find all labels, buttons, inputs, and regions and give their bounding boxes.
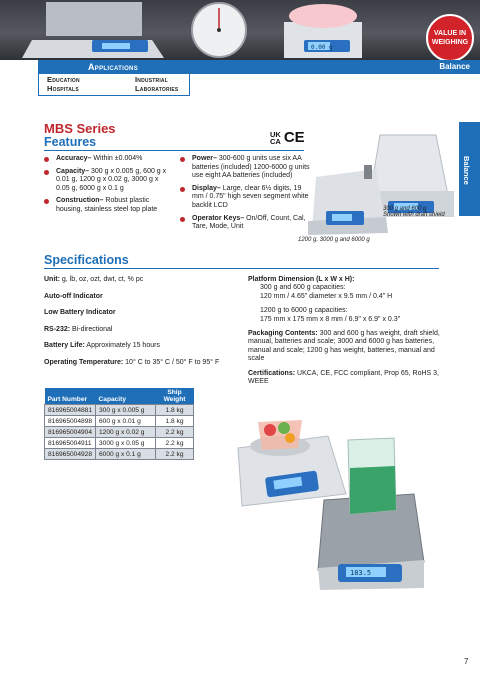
spec-operating-temp: Operating Temperature: 10° C to 35° C / 50° F to 95° F [44,358,220,366]
application-industrial: Industrial [135,75,168,84]
feature-accuracy: Accuracy– Within ±0.004% [44,155,172,164]
ukca-mark-icon [270,131,281,145]
table-row: 816965004911 3000 g x 0.05 g 2.2 kg [45,438,194,449]
specifications-rule [44,268,439,269]
spec-platform-large: 1200 g to 6000 g capacities: 175 mm x 175 mm x 8 mm / 6.9" x 6.9" x 0.3" [260,307,401,323]
caption-draft-shield: 300 g and 600 g Shown with draft shield [383,206,445,218]
badge-line-2: WEIGHING [431,39,469,46]
ce-mark-icon: CE [283,129,305,146]
spec-low-battery: Low Battery Indicator [44,309,116,316]
features-heading: Features [44,135,97,149]
value-badge [426,14,474,60]
ca-mark: CA [270,137,281,147]
specs-left-column [44,276,219,375]
features-right-list [180,155,310,236]
spec-platform: Platform Dimension (L x W x H): 300 g and 600 g capacities: 120 mm / 4.65" diameter x 9.5 mm / 0.4" H [248,276,393,300]
header-part-number: Part Number [45,388,96,405]
table-row: 816965004898 600 g x 0.01 g 1.8 kg [45,416,194,427]
table-row: 816965004928 6000 g x 0.1 g 2.2 kg [45,449,194,460]
uk-mark: UK [270,130,281,140]
applications-list [38,74,190,96]
table-row: 816965004904 1200 g x 0.02 g 2.2 kg [45,427,194,438]
table-header-row [45,388,194,405]
feature-construction: Construction– Robust plastic housing, stainless steel top plate [44,197,172,214]
caption-large-balances: 1200 g, 3000 g and 6000 g [298,237,370,243]
specifications-heading: Specifications [44,253,129,267]
balance-photo-icon [22,0,172,60]
specs-right-column [248,276,453,392]
table-row: 816965004881 300 g x 0.005 g 1.8 kg [45,405,194,416]
spec-auto-off: Auto-off Indicator [44,292,103,300]
header-ship-weight: Ship Weight [156,388,194,405]
side-tab-balance [459,122,480,216]
beaker-scale-readout: 183.5 [350,569,372,577]
category-label: Balance [439,62,470,71]
application-laboratories: Laboratories [135,84,179,93]
applications-title: Applications [88,62,138,72]
feature-display: Display– Large, clear 6½ digits, 19 mm / 0.75" high seven segment white backlit LCD [180,185,310,211]
fruit-scale-icon [278,0,368,60]
header-capacity: Capacity [96,388,156,405]
series-title: MBS Series [44,121,116,136]
spec-unit: Unit: g, lb, oz, ozt, dwt, ct, % pc [44,276,144,283]
dial-scale-icon [186,0,252,60]
beaker-balance-image-icon [316,430,426,590]
features-left-list [44,155,172,219]
page-number: 7 [464,657,469,666]
spec-certifications: Certifications: UKCA, CE, FCC compliant, Prop 65, RoHS 3, WEEE [248,369,439,386]
spec-rs232: RS-232: Bi-directional [44,325,113,333]
certification-marks [270,129,305,146]
header-banner [0,0,480,60]
feature-operator-keys: Operator Keys– On/Off, Count, Cal, Tare, Mode, Unit [180,215,310,232]
feature-power: Power– 300-600 g units use six AA batteries (included) 1200-6000 g units use eight AA batteries (included) [180,155,310,181]
spec-battery-life: Battery Life: Approximately 15 hours [44,342,160,349]
features-rule [44,150,304,151]
spec-packaging: Packaging Contents: 300 and 600 g has weight, draft shield, manual, batteries and scale; 3000 and 6000 g has batteries, manual and scale; 1200 g has weight, batteries, manual and scale [248,330,440,363]
balance-draft-shield-image-icon [308,125,458,235]
part-number-table [44,388,194,460]
side-tab-label: Balance [462,156,471,185]
badge-line-1: VALUE IN [433,30,467,37]
application-education: Education [47,75,80,84]
feature-capacity: Capacity– 300 g x 0.005 g, 600 g x 0.01 g, 1200 g x 0.02 g, 3000 g x 0.05 g, 6000 g x 0.1 g [44,168,172,194]
banner-scale-readout: 0.00 g [311,44,333,51]
application-hospitals: Hospitals [47,84,79,93]
